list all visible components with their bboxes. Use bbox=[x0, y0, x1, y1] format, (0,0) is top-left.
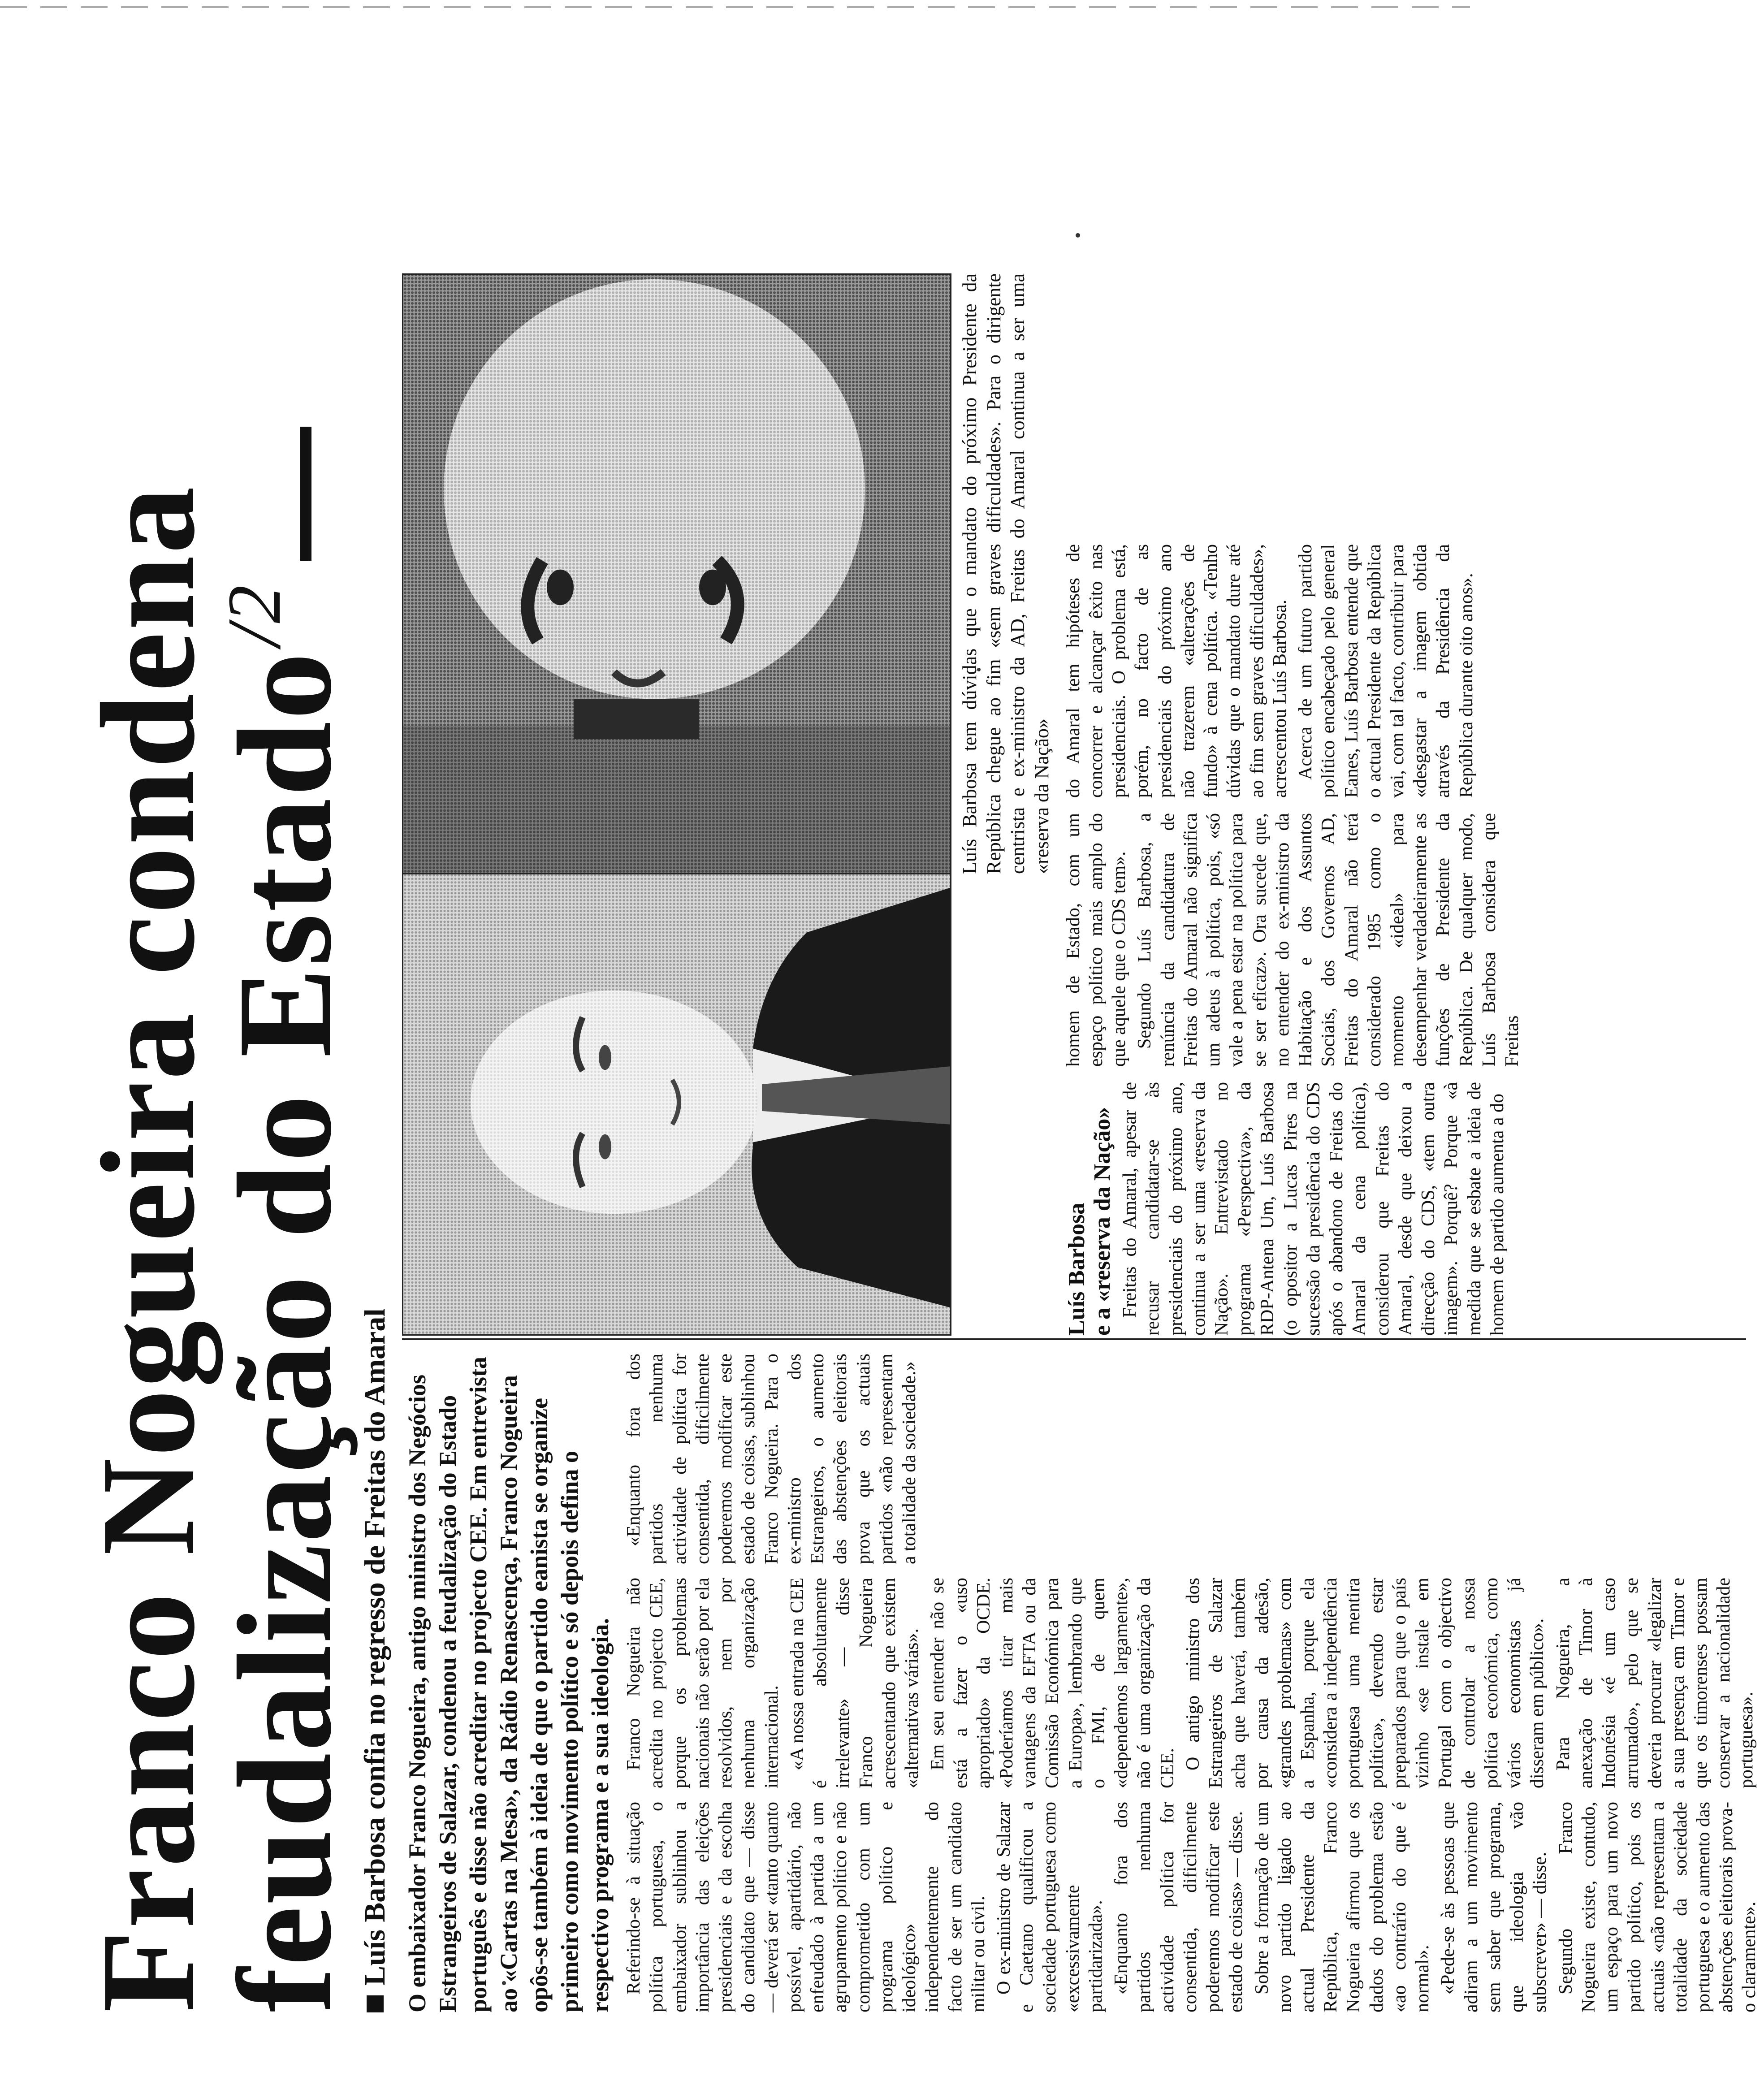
subhead bbox=[1064, 1082, 1115, 1336]
portrait-photo-icon bbox=[403, 275, 950, 873]
paragraph: Referindo-se à situação política portuguesa, o embaixador sublinhou a importância das eleições presidenciais e da escolha do candidato que — disse — deverá ser «tanto quanto possível, apartidário, não enfeudado à partida a um agrupamento político e não comprometido com um programa político e ideológico» independentemente do facto de ser um candidato militar ou civil. bbox=[623, 1802, 989, 2012]
paragraph: Para Nogueira, a anexação de Timor à Indonésia «é um caso arrumado», pelo que se deveria procurar «legalizar a sua presença em Timor e que os timorenses possam conservar a nacionalidade portuguesa». bbox=[1552, 1578, 1757, 1788]
text-column-3 bbox=[623, 1354, 1764, 1564]
paragraph: homem de Estado, com um espaço político mais amplo do que aquele que o CDS tem». bbox=[1063, 813, 1130, 1067]
subhead-line-2: e a «reserva da Nação» bbox=[1089, 1107, 1115, 1336]
portrait-photo-icon bbox=[403, 874, 950, 1334]
paragraph: do Amaral tem hipóteses de concorrer e alcançar êxito nas presidenciais. O problema está, porém, no facto de as presidenciais do próximo ano não trazerem «alterações de fundo» à cena política. «Tenho dúvidas que o mandato dure até ao fim sem graves dificuldades», acrescentou Luís Barbosa. bbox=[1063, 544, 1290, 798]
kicker-text: Luís Barbosa confia no regresso de Freitas do Amaral bbox=[359, 1308, 391, 1986]
left-block bbox=[402, 1354, 1764, 2012]
subhead-line-1: Luís Barbosa bbox=[1064, 1203, 1090, 1336]
scan-top-edge bbox=[0, 6, 1470, 8]
kicker-line bbox=[358, 278, 392, 2012]
headline-line-1: Franco Nogueira condena bbox=[74, 485, 222, 2012]
text-column-4 bbox=[1062, 1082, 1527, 1336]
newspaper-clipping bbox=[74, 273, 1760, 2035]
paragraph: Franco Nogueira não acredita no projecto CEE, porque os problemas nacionais não serão por ela resolvidos, nem por nenhuma organização internacional. bbox=[623, 1578, 782, 1788]
right-block bbox=[402, 273, 1764, 1336]
headline-line-2-row bbox=[210, 278, 359, 2012]
text-column-2 bbox=[623, 1578, 1764, 1788]
scan-speck bbox=[1076, 233, 1080, 238]
paragraph: O ex-ministro de Salazar e Caetano qualificou a sociedade portuguesa como «excessivamente partidarizada». bbox=[993, 1802, 1106, 2012]
text-column-5 bbox=[1062, 813, 1527, 1067]
photo-strip bbox=[402, 273, 951, 1336]
paragraph: «A nossa entrada na CEE é absolutamente irrelevante» — disse Franco Nogueira acrescentando que existem «alternativas várias». bbox=[787, 1578, 923, 1788]
photo-franco-nogueira bbox=[403, 874, 950, 1334]
paragraph: Em seu entender não se está a fazer o «uso apropriado» da OCDE. «Poderíamos tirar mais vantagens da EFTA ou da Comissão Económica para a Europa», lembrando que o FMI, de quem «dependemos largamente», não é uma organização da CEE. bbox=[927, 1578, 1178, 1788]
square-bullet-icon bbox=[367, 1995, 384, 2012]
lower-columns bbox=[1062, 273, 1527, 1336]
paragraph: Segundo Luís Barbosa, a renúncia da candidatura de Freitas do Amaral não significa um adeus à política, pois, «só vale a pena estar na política para se ser eficaz». Ora sucede que, no entender do ex-ministro da Habitação e dos Assuntos Sociais, dos Governos AD, Freitas do Amaral não terá considerado 1985 como o momento «ideal» para desempenhar verdadeiramente as funções de Presidente da República. De qualquer modo, Luís Barbosa considera que Freitas bbox=[1134, 813, 1523, 1067]
lead-paragraph: O embaixador Franco Nogueira, antigo ministro dos Negócios Estrangeiros de Salazar, condenou a feudalização do Estado português e disse não acreditar no projecto CEE. Em entrevista ao «Cartas na Mesa», da Rádio Renascença, Franco Nogueira opôs-se também à ideia de que o partido eanista se organize primeiro como movimento político e só depois defina o respectivo programa e a sua ideologia. bbox=[404, 1357, 614, 2012]
column-rule bbox=[402, 1338, 1746, 1340]
handwritten-mark: /2 bbox=[212, 583, 296, 646]
headline-line-2: feudalização do Estado bbox=[210, 650, 359, 2012]
paragraph: «Enquanto fora dos partidos nenhuma actividade política for consentida, dificilmente poderemos modificar este estado de coisas» — disse. bbox=[1111, 1802, 1247, 2012]
paragraph: «Enquanto fora dos partidos nenhuma actividade de política for consentida, dificilmente poderemos modificar este estado de coisas, sublinhou Franco Nogueira. Para o ex-ministro dos Estrangeiros, o aumento das abstenções eleitorais prova que os actuais partidos «não representam a totalidade da sociedade.» bbox=[623, 1354, 920, 1564]
paragraph: Freitas do Amaral, apesar de recusar candidatar-se às presidenciais do próximo ano, continua a ser uma «reserva da Nação». Entrevistado no programa «Perspectiva», da RDP-Antena Um, Luís Barbosa (o opositor a Lucas Pires na sucessão da presidência do CDS após o abandono de Freitas do Amaral da cena política), considerou que Freitas do Amaral, desde que deixou a direcção do CDS, «tem outra imagem». Porquê? Porque «à medida que se esbate a ideia de homem de partido aumenta a do bbox=[1120, 1082, 1508, 1336]
paragraph: «Pede-se às pessoas que adiram a um movimento sem saber que programa, que ideologia vão subscrever» — disse. bbox=[1438, 1802, 1551, 2012]
photo-caption-2: Luís Barbosa tem dúvidas que o mandato do próximo Presidente da República chegue ao fim «sem graves dificuldades». Para o dirigente centrista e ex-ministro da AD, Freitas do Amaral continua a ser uma «reserva da Nação» bbox=[959, 273, 1053, 874]
photo-caption-1-spacer bbox=[958, 892, 1054, 1336]
paragraph: Acerca de um futuro partido político encabeçado pelo general Eanes, Luís Barbosa entende que o actual Presidente da República vai, com tal facto, contribuir para «desgastar a imagem obtida através da Presidência da República durante oito anos». bbox=[1295, 544, 1477, 798]
caption-row bbox=[958, 273, 1054, 1336]
left-columns bbox=[623, 1354, 1764, 2012]
text-column-6 bbox=[1062, 544, 1527, 798]
paragraph: Segundo Franco Nogueira existe, contudo, um espaço para um novo partido político, pois os actuais «não representam a totalidade da sociedade portuguesa e o aumento das abstenções eleitorais prova-o claramente». bbox=[1555, 1802, 1760, 2012]
paragraph: O antigo ministro dos Estrangeiros de Salazar acha que haverá, também por causa da adesão, «grandes problemas» com a Espanha, porque ela «considera a independência portuguesa uma mentira política», devendo estar preparados para que o país vizinho «se instale em Portugal com o objectivo de controlar a nossa política económica, como vários economistas já disseram em público». bbox=[1182, 1578, 1548, 1788]
photo-luis-barbosa bbox=[403, 275, 950, 874]
paragraph: Sobre a formação de um novo partido ligado ao actual Presidente da República, Franco Nogueira afirmou que os dados do problema estão «ao contrário do que é normal». bbox=[1251, 1802, 1433, 2012]
article-body bbox=[402, 273, 1764, 2012]
ink-underline bbox=[300, 427, 311, 561]
text-column-1 bbox=[623, 1802, 1764, 2012]
